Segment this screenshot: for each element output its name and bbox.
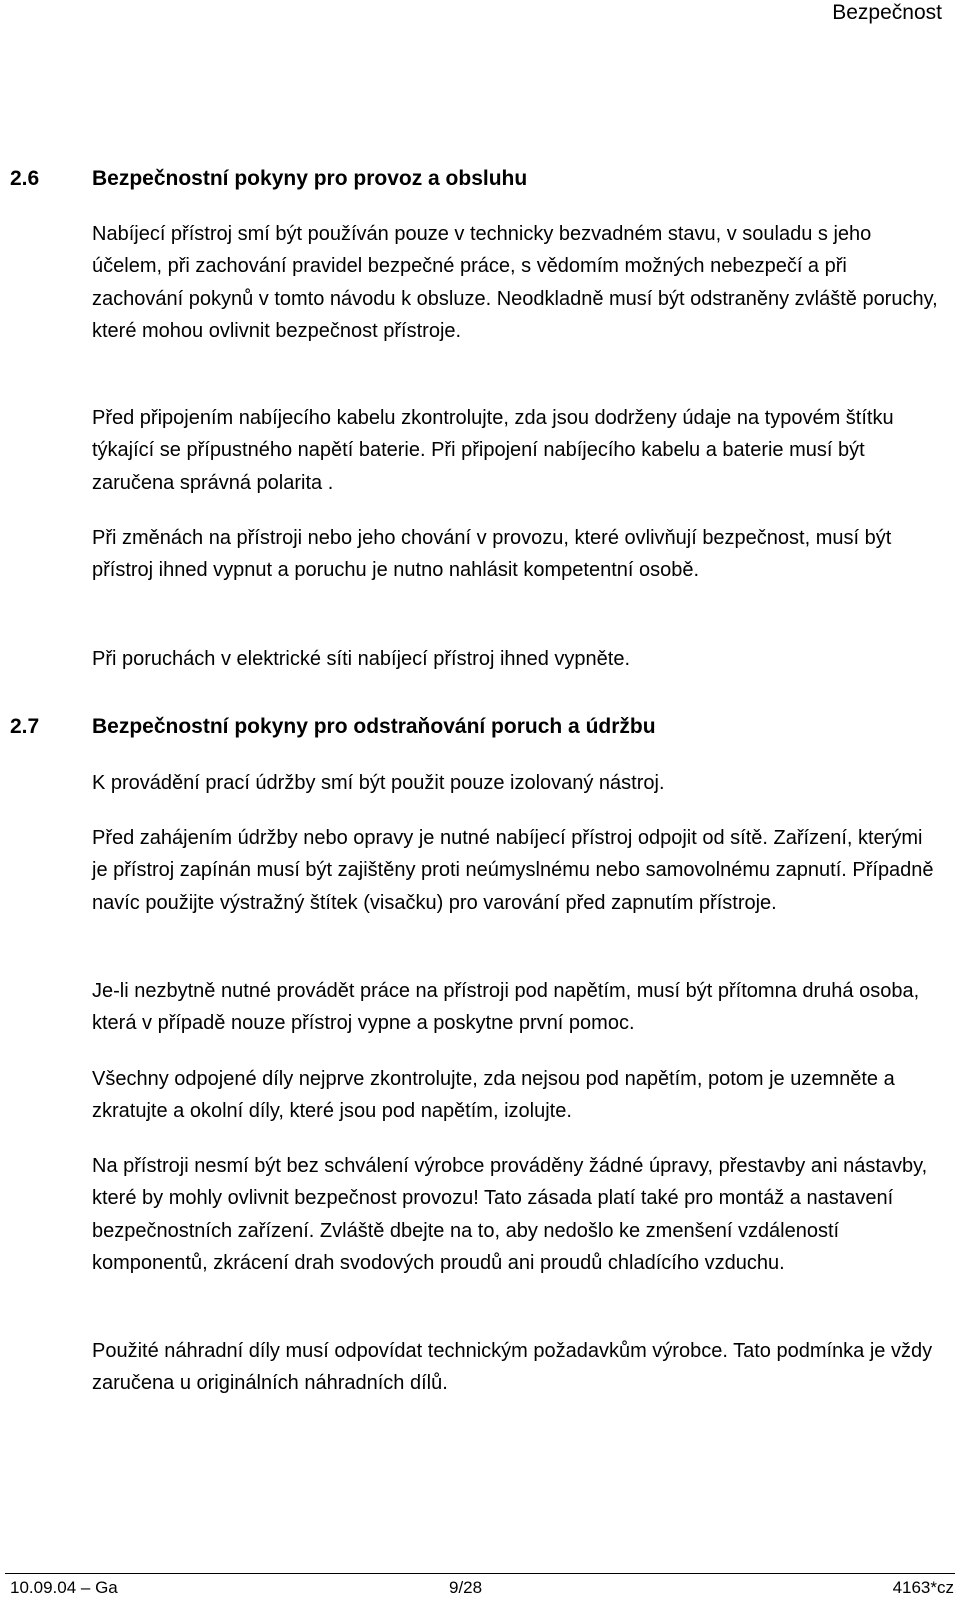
section-title: Bezpečnostní pokyny pro odstraňování poruch a údržbu [92, 715, 656, 738]
paragraph: Při poruchách v elektrické síti nabíjecí přístroj ihned vypněte. [92, 648, 631, 670]
section-title: Bezpečnostní pokyny pro provoz a obsluhu [92, 167, 528, 190]
page-header-title: Bezpečnost [832, 1, 942, 24]
footer-doc-code: 4163*cz [892, 1578, 954, 1597]
paragraph: Všechny odpojené díly nejprve zkontrolujte, zda nejsou pod napětím, potom je uzemněte a zkratujte a okolní díly, které jsou pod napětím, izolujte. [92, 1068, 895, 1123]
footer-page-number: 9/28 [449, 1578, 483, 1597]
footer-date-author: 10.09.04 – Ga [10, 1578, 118, 1597]
page-footer [5, 1573, 955, 1601]
paragraph: Je-li nezbytně nutné provádět práce na přístroji pod napětím, musí být přítomna druhá osoba, která v případě nouze přístroj vypne a poskytne první pomoc. [92, 980, 920, 1035]
section-number: 2.7 [10, 715, 40, 738]
paragraph: K provádění prací údržby smí být použit pouze izolovaný nástroj. [92, 772, 665, 794]
paragraph: Při změnách na přístroji nebo jeho chování v provozu, které ovlivňují bezpečnost, musí být přístroj ihned vypnut a poruchu je nutno nahlásit kompetentní osobě. [92, 527, 892, 582]
paragraph: Nabíjecí přístroj smí být používán pouze v technicky bezvadném stavu, v souladu s jeho účelem, při zachování pravidel bezpečné práce, s vědomím možných nebezpečí a při zachování pokynů v tomto návodu k obsluze. Neodkladně musí být odstraněny zvláště poruchy, které mohou ovlivnit bezpečnost přístroje. [92, 223, 938, 342]
paragraph: Na přístroji nesmí být bez schválení výrobce prováděny žádné úpravy, přestavby ani nástavby, které by mohly ovlivnit bezpečnost provozu! Tato zásada platí také pro montáž a nastavení bezpečnostních zařízení. Zvláště dbejte na to, aby nedošlo ke zmenšení vzdáleností komponentů, zkrácení drah svodových proudů ani proudů chladícího vzduchu. [92, 1155, 928, 1274]
paragraph: Před zahájením údržby nebo opravy je nutné nabíjecí přístroj odpojit od sítě. Zařízení, kterými je přístroj zapínán musí být zajištěny proti neúmyslnému nebo samovolnému zapnutí. Případně navíc použijte výstražný štítek (visačku) pro varování před zapnutím přístroje. [92, 827, 934, 914]
section-number: 2.6 [10, 167, 40, 190]
paragraph: Použité náhradní díly musí odpovídat technickým požadavkům výrobce. Tato podmínka je vždy zaručena u originálních náhradních dílů. [92, 1340, 933, 1395]
paragraph: Před připojením nabíjecího kabelu zkontrolujte, zda jsou dodrženy údaje na typovém štítku týkající se přípustného napětí baterie. Při připojení nabíjecího kabelu a baterie musí být zaručena správná polarita . [92, 407, 894, 494]
